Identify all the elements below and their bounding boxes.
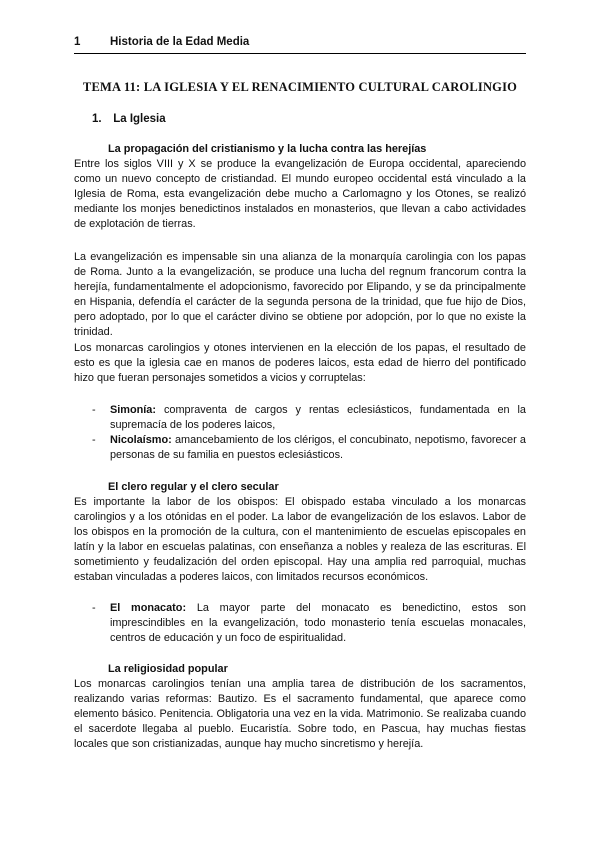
block-clero — [74, 480, 526, 585]
list-item — [92, 403, 526, 433]
term-definition: amancebamiento de los clérigos, el concubinato, nepotismo, favorecer a personas de su familia en puestos eclesiásticos. — [110, 434, 526, 461]
block-religiosidad — [74, 662, 526, 752]
paragraph: Los monarcas carolingios tenían una amplia tarea de distribución de los sacramentos, realizando varias reformas: Bautizo. Es el sacramento fundamental, que aparece como elemento básico. Penitencia. Obligatoria una vez en la vida. Matrimonio. Se realizaba cuando el sacerdote llegaba al pueblo. Eucaristía. Sobre todo, en Pascua, hay muchas fiestas locales que son cristianizadas, aunque hay mucho sincretismo y herejía. — [74, 678, 526, 750]
list-item — [92, 433, 526, 463]
subheading-clero: El clero regular y el clero secular — [108, 481, 279, 493]
subheading-propagacion: La propagación del cristianismo y la lucha contra las herejías — [108, 143, 427, 155]
document-title: TEMA 11: LA IGLESIA Y EL RENACIMIENTO CULTURAL CAROLINGIO — [82, 80, 518, 94]
paragraph: Los monarcas carolingios y otones intervienen en la elección de los papas, el resultado de esto es que la iglesia cae en manos de poderes laicos, esta edad de hierro del pontificado hizo que fueran personajes sometidos a vicios y corruptelas: — [74, 342, 526, 384]
term-monacato: El monacato: — [110, 602, 187, 614]
page-number: 1 — [74, 36, 81, 48]
section-heading — [92, 113, 166, 125]
dash-bullet: - — [92, 404, 96, 416]
term-definition: compraventa de cargos y rentas eclesiásticos, fundamentada en la supremacía de los poderes laicos, — [110, 404, 526, 431]
block-monarcas — [74, 341, 526, 386]
bullet-list-vicios — [92, 403, 526, 463]
block-propagacion — [74, 142, 526, 232]
dash-bullet: - — [92, 602, 96, 614]
term-definition: La mayor parte del monacato es benedictino, estos son imprescindibles en la evangelización, todo monasterio tenía escuelas monacales, centros de educación y un foco de espiritualidad. — [110, 602, 526, 644]
term-nicolaismo: Nicolaísmo: — [110, 434, 172, 446]
header-title: Historia de la Edad Media — [110, 36, 250, 48]
section-number: 1. — [92, 113, 102, 125]
block-alianza — [74, 250, 526, 340]
term-simonia: Simonía: — [110, 404, 156, 416]
list-item — [92, 601, 526, 646]
paragraph: La evangelización es impensable sin una alianza de la monarquía carolingia con los papas de Roma. Junto a la evangelización, se produce una lucha del regnum francorum contra la herejía, fundamentalmente el adopcionismo, favorecido por Elipando, y se da principalmente en Hispania, defendía el carácter de la segunda persona de la trinidad, que fue hijo de Dios, pero adoptado, por lo que el carácter divino se obtiene por adopción, por lo que no existe la trinidad. — [74, 251, 526, 338]
subheading-religiosidad: La religiosidad popular — [108, 663, 228, 675]
section-title: La Iglesia — [113, 113, 166, 125]
dash-bullet: - — [92, 434, 96, 446]
page-header — [74, 35, 526, 54]
paragraph: Es importante la labor de los obispos: El obispado estaba vinculado a los monarcas carolingios y a los otónidas en el poder. La labor de evangelización de los eslavos. Labor de los obispos en la promoción de la cultura, con el mantenimiento de escuelas episcopales en latín y la labor en escuelas palatinas, con enseñanza a nobles y realeza de las escrituras. El sometimiento y feudalización del orden episcopal. Hay una amplia red parroquial, muchas estaban vinculadas a poderes laicos, con limitados recursos económicos. — [74, 496, 526, 583]
paragraph: Entre los siglos VIII y X se produce la evangelización de Europa occidental, apareciendo como un nuevo concepto de cristiandad. El mundo europeo occidental está vinculado a la Iglesia de Roma, esta evangelización debe mucho a Carlomagno y los Otones, se realizó mediante los monjes benedictinos instalados en monasterios, que llevan a cabo actividades de explotación de tierras. — [74, 158, 526, 230]
bullet-list-monacato — [92, 601, 526, 646]
